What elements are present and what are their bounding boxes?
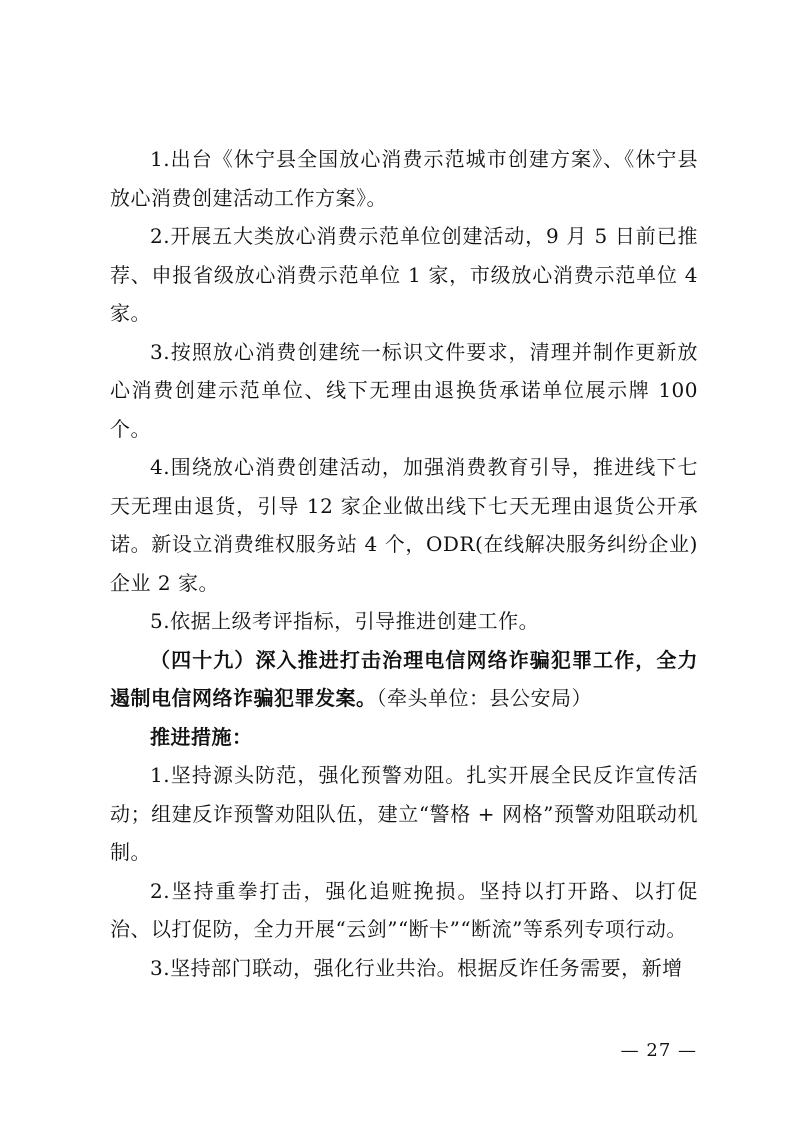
section-heading-title: （四十九）深入推进打击治理电信网络诈骗犯罪工作，全力遏制电信网络诈骗犯罪发案。: [110, 647, 698, 710]
measure-3: 3.坚持部门联动，强化行业共治。根据反诈任务需要，新增: [150, 955, 683, 980]
paragraph-1: 1.出台《休宁县全国放心消费示范城市创建方案》、《休宁县放心消费创建活动工作方案》。: [110, 147, 698, 210]
paragraph-2: 2.开展五大类放心消费示范单位创建活动，9 月 5 日前已推荐、申报省级放心消费示范单位 1 家，市级放心消费示范单位 4 家。: [110, 224, 698, 325]
section-heading-lead-unit: （牵头单位：县公安局）: [376, 686, 592, 710]
page-number: — 27 —: [620, 1040, 697, 1061]
paragraph-4: 4.围绕放心消费创建活动，加强消费教育引导，推进线下七天无理由退货，引导 12 家企业做出线下七天无理由退货公开承诺。新设立消费维权服务站 4 个，ODR(在线解决服务纠纷企业)企业 2 家。: [110, 455, 698, 595]
section-heading: [110, 641, 698, 718]
document-body: [110, 140, 698, 987]
measure-2: 2.坚持重拳打击，强化追赃挽损。坚持以打开路、以打促治、以打促防，全力开展“云剑”“断卡”“断流”等系列专项行动。: [110, 878, 698, 941]
paragraph-3: 3.按照放心消费创建统一标识文件要求，清理并制作更新放心消费创建示范单位、线下无理由退换货承诺单位展示牌 100 个。: [110, 339, 698, 441]
measures-label: 推进措施：: [150, 724, 253, 749]
paragraph-5: 5.依据上级考评指标，引导推进创建工作。: [150, 609, 540, 633]
measure-1: 1.坚持源头防范，强化预警劝阻。扎实开展全民反诈宣传活动；组建反诈预警劝阻队伍，建立“警格 + 网格”预警劝阻联动机制。: [110, 763, 698, 864]
